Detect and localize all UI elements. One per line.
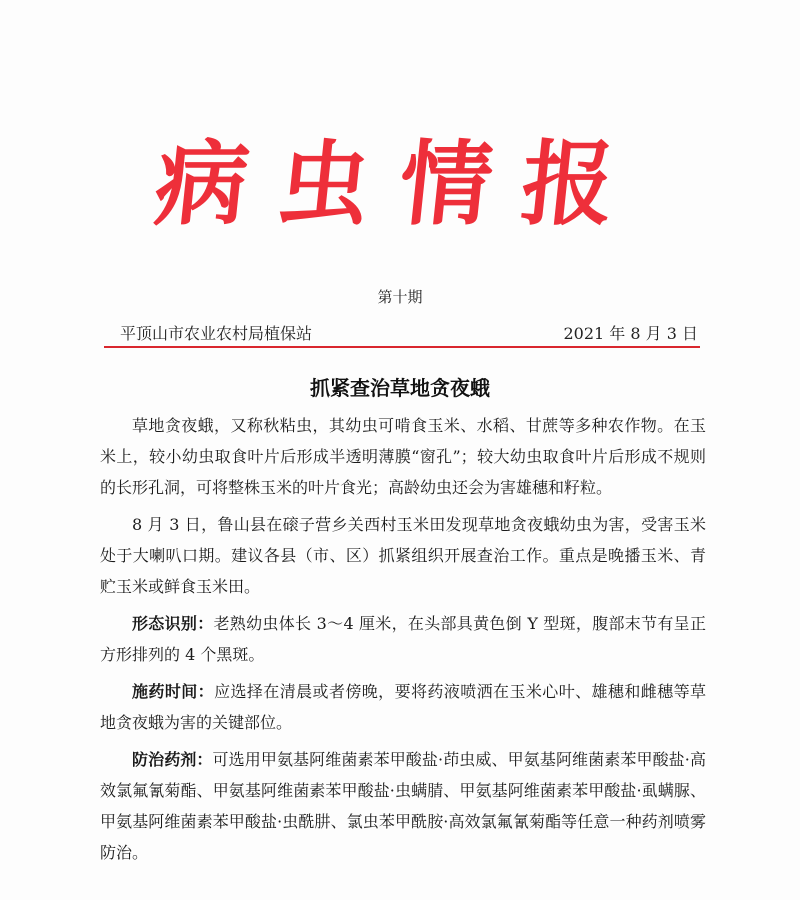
header-divider	[104, 346, 700, 348]
masthead-title: 病虫情报	[150, 130, 650, 238]
morphology-paragraph	[100, 608, 706, 670]
pesticide-text: 可选用甲氨基阿维菌素苯甲酸盐·茚虫威、甲氨基阿维菌素苯甲酸盐·高效氯氟氰菊酯、甲氨基阿维菌素苯甲酸盐·虫螨腈、甲氨基阿维菌素苯甲酸盐·虱螨脲、甲氨基阿维菌素苯甲酸盐·虫酰肼、氯虫苯甲酰胺·高效氯氟氰菊酯等任意一种药剂喷雾防治。	[100, 750, 706, 862]
timing-label: 施药时间：	[132, 682, 215, 701]
morphology-label: 形态识别：	[132, 614, 214, 633]
timing-text: 应选择在清晨或者傍晚，要将药液喷洒在玉米心叶、雄穗和雌穗等草地贪夜蛾为害的关键部位。	[100, 682, 706, 732]
report-paragraph: 8 月 3 日，鲁山县在磙子营乡关西村玉米田发现草地贪夜蛾幼虫为害，受害玉米处于大喇叭口期。建议各县（市、区）抓紧组织开展查治工作。重点是晚播玉米、青贮玉米或鲜食玉米田。	[100, 515, 706, 596]
pesticide-paragraph	[100, 744, 706, 868]
article-body	[100, 410, 706, 874]
pesticide-label: 防治药剂：	[132, 750, 213, 769]
article-headline: 抓紧查治草地贪夜蛾	[310, 376, 490, 400]
issue-date: 2021 年 8 月 3 日	[563, 324, 698, 343]
intro-paragraph: 草地贪夜蛾，又称秋粘虫，其幼虫可啃食玉米、水稻、甘蔗等多种农作物。在玉米上，较小幼虫取食叶片后形成半透明薄膜“窗孔”；较大幼虫取食叶片后形成不规则的长形孔洞，可将整株玉米的叶片食光；高龄幼虫还会为害雄穗和籽粒。	[100, 416, 706, 497]
issue-number: 第十期	[377, 288, 423, 306]
morphology-text: 老熟幼虫体长 3～4 厘米，在头部具黄色倒 Y 型斑，腹部末节有呈正方形排列的 4 个黑斑。	[100, 614, 706, 664]
issuing-organization: 平顶山市农业农村局植保站	[120, 324, 313, 343]
timing-paragraph	[100, 676, 706, 738]
